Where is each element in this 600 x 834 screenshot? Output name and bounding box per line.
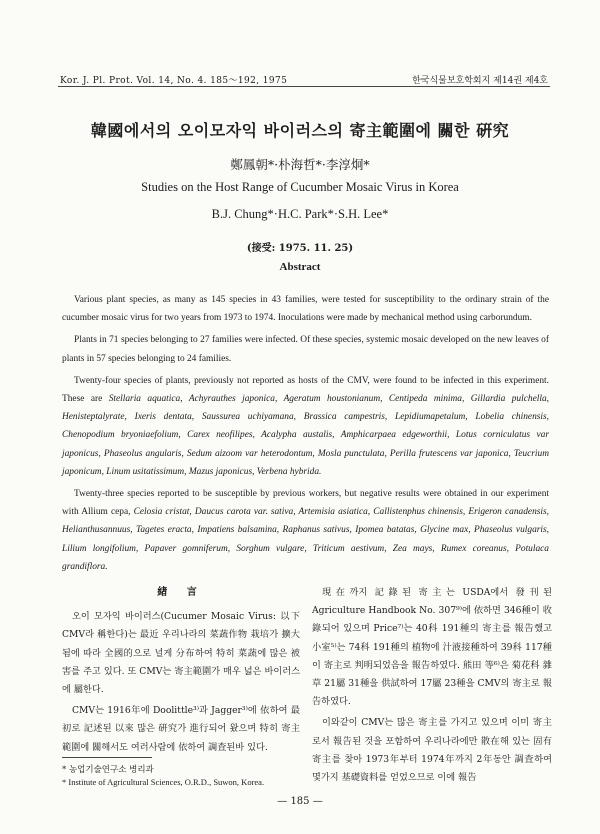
abstract-paragraph-2: Plants in 71 species belonging to 27 families were infected. Of these species, systemic mosaic developed on the new leaves of plants in 57 species belonging to 24 families. xyxy=(62,335,549,364)
intro-paragraph-1: 오이 모자익 바이러스(Cucumer Mosaic Virus: 以下 CMV라 稱한다)는 最近 우리나라의 菜蔬作物 栽培가 擴大됨에 따라 全國的으로 널게 分布하여 特히 菜蔬에 많은 被害를 주고 있다. 또 CMV는 寄主範圍가 매우 넓은 바이러스에 屬한다. xyxy=(62,611,300,696)
page-number: — 185 — xyxy=(277,796,323,807)
abstract-paragraph-3 xyxy=(62,372,549,481)
intro-paragraph-2: CMV는 1916年에 Doolittle³⁾과 Jagger³⁾에 依하여 最初로 記述된 以來 많은 硏究가 進行되어 왔으며 特히 寄主範圍에 關해서도 여러사람에 依하여 調査된바 있다. xyxy=(62,705,300,753)
intro-heading: 緖 言 xyxy=(157,587,205,598)
abstract-p4-intro: Twenty-three species reported to be susceptible by previous workers, but negative results were obtained in our experiment with Allium cepa, xyxy=(62,489,549,518)
journal-name-korean: 한국식물보호학회지 제14권 제4호 xyxy=(412,76,548,86)
authors-english: B.J. Chung*·H.C. Park*·S.H. Lee* xyxy=(211,207,389,221)
header-rule xyxy=(58,86,550,87)
intro-right-column xyxy=(312,584,552,790)
abstract-p3-intro: Twenty-four species of plants, previously not reported as hosts of the CMV, were found to be infected in this experiment. These are xyxy=(62,375,549,405)
abstract-paragraph-1: Various plant species, as many as 145 species in 43 families, were tested for susceptibility to the ordinary strain of the cucumber mosaic virus for two years from 1973 to 1974. Inoculations were made by mechanical method using carborundum. xyxy=(62,295,549,324)
footnote-english: * Institute of Agricultural Sciences, O.R.D., Suwon, Korea. xyxy=(62,777,265,787)
footnote-rule xyxy=(62,757,152,758)
abstract-heading: Abstract xyxy=(279,261,321,273)
title-korean: 韓國에서의 오이모자익 바이러스의 寄主範圍에 關한 硏究 xyxy=(90,121,510,140)
authors-korean: 鄭鳳朝*·朴海哲*·李淳炯* xyxy=(230,157,370,172)
intro-paragraph-4: 이와같이 CMV는 많은 寄主를 가지고 있으며 이미 寄主로서 報告된 것을 포함하여 우리나라에만 散在해 있는 固有寄主를 찾아 1973年부터 1974年까지 2年동안 調査하여 몇가지 基礎資料를 얻었으므로 이에 報告 xyxy=(312,717,552,784)
received-date: (接受: 1975. 11. 25) xyxy=(246,243,354,254)
intro-left-column xyxy=(62,584,300,760)
abstract-p3-species: Stellaria aquatica, Achyrauthes japonica, Ageratum houstonianum, Centipeda minima, Gillardia pulchella, Henisteptalyrate, Ixeris dentata, Saussurea uchiyamana, Brassica campestris, Lepidiumapetalum, Lobelia chinensis, Chenopodium bryoniaefolium, Carex neofilipes, Acalypha austalis, Amphicarpaea edgeworthii, Lotus corniculatus var japonicus, Phaseolus angularis, Sedum aizoom var heterodontum, Mosla punctulata, Perilla frutescens var japonica, Teucrium japonicum, Linum usitatissimum, Mazus japonicus, Verbena hybrida. xyxy=(62,394,549,477)
footnote-korean: * 농업기술연구소 병리과 xyxy=(62,765,154,775)
abstract-body xyxy=(62,291,549,580)
intro-paragraph-3: 現在까지 記錄된 寄主는 USDA에서 發刊된 Agriculture Handbook No. 307⁹⁾에 依하면 346種이 收錄되어 있으며 Price⁷⁾는 40科 191種의 寄主를 報告했고 小室⁵⁾는 74科 191種의 植物에 汁液接種하여 39科 117種이 寄主로 判明되었음을 報告하였다. 熊田 等⁶⁾은 菊花科 雜草 21屬 31種을 供試하여 17屬 23種을 CMV의 寄主로 報告하였다. xyxy=(312,587,552,708)
journal-citation: Kor. J. Pl. Prot. Vol. 14, No. 4. 185～192, 1975 xyxy=(60,76,288,86)
title-english: Studies on the Host Range of Cucumber Mosaic Virus in Korea xyxy=(141,180,459,194)
abstract-p4-species: Celosia cristat, Daucus carota var. sativa, Artemisia asiatica, Callistenphus chinensis, Erigeron canadensis, Helianthusannuus, Tagetes eracta, Impatiens balsamina, Raphanus sativus, Ipomea batatas, Glycine max, Phaseolus vulgaris, Lilium longifolium, Papaver gomniferum, Sorghum vulgare, Triticum aestivum, Zea mays, Rumex coreanus, Potulaca grandiflora. xyxy=(62,507,549,572)
abstract-paragraph-4 xyxy=(62,485,549,576)
